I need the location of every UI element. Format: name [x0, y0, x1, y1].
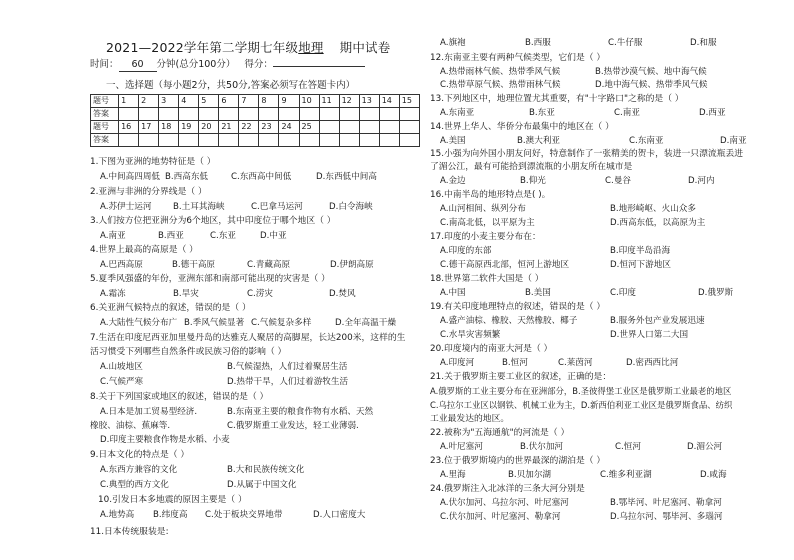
option: B.服务外包产业发展迅速 — [610, 316, 705, 326]
options-3 — [100, 231, 287, 242]
option: C.东南亚 — [629, 136, 664, 146]
option: D.乌拉尔河、鄂毕河、多瑙河 — [610, 512, 723, 522]
question-18: 18.世界第二软件大国是（ ） — [430, 274, 544, 284]
options-19a — [440, 316, 705, 327]
options-9b — [100, 480, 297, 491]
option: C.气候复杂多样 — [251, 318, 312, 328]
empty-cell — [379, 134, 399, 147]
option: D.恒河下游地区 — [610, 260, 671, 270]
options-5 — [100, 289, 356, 300]
option: B.气候湿热，人们过着聚居生活 — [227, 362, 348, 372]
question-6: 6.关亚洲气候特点的叙述，错误的是（ ） — [90, 303, 251, 313]
option: C.典型的西方文化 — [100, 480, 169, 490]
q-num: 11 — [319, 95, 339, 108]
option: C.印度 — [610, 288, 636, 298]
option: D.南亚 — [720, 136, 747, 146]
option: B.鄂毕河、叶尼塞河、勒拿河 — [610, 498, 722, 508]
option: D.湄公河 — [687, 442, 723, 452]
row-label: 题号 — [91, 121, 119, 134]
question-7: 7.生活在印度尼西亚加里曼丹岛的达雅克人聚居的高脚屋，长达200米，这样的生 — [90, 333, 406, 343]
answer-row-a1 — [91, 108, 420, 121]
q-num: 16 — [119, 121, 139, 134]
option: D.焚风 — [329, 289, 356, 299]
option: D.密西西比河 — [626, 358, 679, 368]
answer-cell[interactable] — [239, 108, 259, 121]
option: A.旗袍 — [440, 38, 466, 48]
option: A.热带雨林气候、热带季风气候 — [440, 67, 561, 77]
q-num: 17 — [139, 121, 159, 134]
options-4 — [100, 260, 374, 271]
option: A.印度河 — [440, 358, 475, 368]
option: B.纬度高 — [153, 510, 188, 520]
answer-cell[interactable] — [139, 134, 159, 147]
q-num: 19 — [179, 121, 199, 134]
q-num: 20 — [199, 121, 219, 134]
option: D.西高东低，以高原为主 — [610, 218, 706, 228]
option: B.热带沙漠气候、地中海气候 — [595, 67, 707, 77]
q-num: 15 — [399, 95, 419, 108]
title-prefix: 2021—2022学年第二学期七年级 — [106, 40, 299, 55]
answer-cell[interactable] — [239, 134, 259, 147]
option: A.金边 — [440, 176, 466, 186]
answer-cell[interactable] — [219, 134, 239, 147]
time-value: 60 — [119, 59, 157, 72]
question-4: 4.世界上最高的高原是（ ） — [90, 245, 198, 255]
question-15: 15.小强为向外国小朋友问好，特意制作了一张精美的贺卡，装进一只漂流瓶丢进 — [430, 149, 744, 159]
q-num: 13 — [359, 95, 379, 108]
options-7b — [100, 377, 348, 388]
section-title: 一、选择题（每小题2分，共50分,答案必须写在答题卡内） — [106, 80, 356, 91]
question-24: 24.俄罗斯注入北冰洋的三条大河分别是 — [430, 484, 585, 494]
option: B.大和民族传统文化 — [227, 465, 305, 475]
options-19b — [440, 330, 688, 341]
question-12: 12.东南亚主要有两种气候类型，它们是（ ） — [430, 53, 606, 63]
question-15-cont: 了湄公江，最有可能拾到漂流瓶的小朋友所在城市是 — [430, 162, 633, 172]
options-10 — [100, 510, 365, 521]
answer-cell[interactable] — [159, 108, 179, 121]
question-16: 16.中南半岛的地形特点是( )。 — [430, 190, 551, 200]
answer-table — [90, 94, 420, 147]
row-label: 答案 — [91, 134, 119, 147]
option: C.牛仔服 — [608, 38, 643, 48]
q-num: 1 — [119, 95, 139, 108]
question-13: 13.下列地区中，地理位置尤其重要，有"十字路口"之称的是（ ） — [430, 94, 684, 104]
empty-cell — [339, 121, 359, 134]
option: A.山坡地区 — [100, 362, 143, 372]
empty-cell — [319, 121, 339, 134]
option: C.德干高原西北部，恒河上游地区 — [440, 260, 570, 270]
option-cont: 橡胶、油棕、蕉麻等. — [90, 421, 171, 431]
option: A.大陆性气候分布广 — [100, 318, 178, 328]
option: B.土耳其海峡 — [173, 202, 225, 212]
empty-cell — [359, 134, 379, 147]
option: D.西亚 — [699, 108, 726, 118]
empty-cell — [319, 134, 339, 147]
option: C.涝灾 — [247, 289, 273, 299]
answer-row-a2 — [91, 134, 420, 147]
option: C.曼谷 — [605, 176, 631, 186]
option: C.南亚 — [614, 108, 640, 118]
option: D.河内 — [688, 176, 715, 186]
option: D.东西低中间高 — [316, 172, 377, 182]
q-num: 10 — [299, 95, 319, 108]
q-num: 22 — [239, 121, 259, 134]
options-14 — [440, 136, 747, 147]
option: C.热带草原气候、热带雨林气候 — [440, 80, 561, 90]
question-5: 5.夏季风强盛的年份，亚洲东部和南部可能出现的灾害是（ ） — [90, 274, 330, 284]
q-num: 3 — [159, 95, 179, 108]
question-23: 23.位于俄罗斯境内的世界最深的湖泊是（ ） — [430, 456, 606, 466]
answer-row-q1 — [91, 95, 420, 108]
question-14: 14.世界上华人、华侨分布最集中的地区在（ ） — [430, 122, 614, 132]
options-12b — [440, 80, 707, 91]
option: D.伊朗高原 — [330, 260, 374, 270]
option: A.巴西高原 — [100, 260, 143, 270]
title-subject: 地理 — [298, 40, 324, 55]
answer-cell[interactable] — [259, 108, 279, 121]
option: B.澳大利亚 — [517, 136, 561, 146]
question-19: 19.有关印度地理特点的叙述，错误的是（ ） — [430, 302, 606, 312]
option: B.贝加尔湖 — [508, 470, 552, 480]
exam-meta — [90, 59, 365, 72]
time-label: 时间： — [90, 59, 119, 70]
answer-cell[interactable] — [179, 134, 199, 147]
answer-cell[interactable] — [119, 134, 139, 147]
option: C.处于板块交界地带 — [205, 510, 283, 520]
q-num: 9 — [279, 95, 299, 108]
options-9a — [100, 465, 304, 476]
q-num: 18 — [159, 121, 179, 134]
option: C.莱茵河 — [558, 358, 593, 368]
q-num: 23 — [259, 121, 279, 134]
options-18 — [440, 288, 733, 299]
option: B.季风气候显著 — [184, 318, 245, 328]
option: B.西高东低 — [165, 172, 209, 182]
option: C.青藏高原 — [247, 260, 291, 270]
option: A.伏尔加河、乌拉尔河、叶尼塞河 — [440, 498, 569, 508]
q-num: 8 — [259, 95, 279, 108]
option: A.山河相间、纵列分布 — [440, 204, 526, 214]
question-21-cont: 工业最发达的地区。 — [430, 414, 510, 424]
question-9: 9.日本文化的特点是（ ） — [90, 450, 190, 460]
option: B.美国 — [525, 288, 551, 298]
answer-cell[interactable] — [219, 108, 239, 121]
option: A.地势高 — [100, 510, 135, 520]
answer-cell[interactable] — [299, 108, 319, 121]
options-17b — [440, 260, 671, 271]
question-17: 17.印度的小麦主要分布在： — [430, 232, 541, 242]
options-8a — [100, 407, 373, 418]
exam-title — [106, 40, 406, 56]
options-6 — [100, 318, 396, 329]
options-7a — [100, 362, 347, 373]
option: D.和服 — [690, 38, 717, 48]
answer-cell[interactable] — [299, 134, 319, 147]
answer-cell[interactable] — [159, 134, 179, 147]
option: A.中间高四周低 — [100, 172, 161, 182]
option: C.气候严寒 — [100, 377, 144, 387]
options-24a — [440, 498, 722, 509]
answer-cell[interactable] — [359, 108, 379, 121]
options-17a — [440, 246, 670, 257]
q-num: 7 — [239, 95, 259, 108]
answer-cell[interactable] — [259, 134, 279, 147]
question-7-cont: 活习惯受下列哪些自然条件或民族习俗的影响（ ） — [90, 347, 287, 357]
question-3: 3.人们按方位把亚洲分为6个地区，其中印度位于哪个地区（ ） — [90, 216, 336, 226]
score-label: 得分： — [244, 59, 273, 70]
options-24b — [440, 512, 722, 523]
option: B.旱灾 — [173, 289, 199, 299]
options-15 — [440, 176, 715, 187]
option: D.人口密度大 — [313, 510, 366, 520]
option: B.仰光 — [520, 176, 546, 186]
option: A.里海 — [440, 470, 466, 480]
q-num: 12 — [339, 95, 359, 108]
option: B.西服 — [525, 38, 551, 48]
option: B.德干高原 — [172, 260, 216, 270]
option: A.盛产油棕、橡胶、天然橡胶、椰子 — [440, 316, 578, 326]
answer-cell[interactable] — [199, 108, 219, 121]
answer-cell[interactable] — [199, 134, 219, 147]
q-num: 21 — [219, 121, 239, 134]
option: A.叶尼塞河 — [440, 442, 483, 452]
row-label: 题号 — [91, 95, 119, 108]
option: C.南高北低，以平原为主 — [440, 218, 535, 228]
answer-cell[interactable] — [279, 134, 299, 147]
q-num: 14 — [379, 95, 399, 108]
answer-row-q2 — [91, 121, 420, 134]
option: B.印度半岛沿海 — [610, 246, 671, 256]
empty-cell — [379, 121, 399, 134]
option: D.俄罗斯 — [698, 288, 734, 298]
question-10: 10.引发日本多地震的原因主要是（ ） — [98, 495, 247, 505]
option: A.美国 — [440, 136, 466, 146]
option: C.恒河 — [615, 442, 641, 452]
question-21: 21.关于俄罗斯主要工业区的叙述，正确的是： — [430, 372, 612, 382]
question-11: 11.日本传统服装是: — [90, 527, 169, 537]
options-1 — [100, 172, 377, 183]
option: A.日本是加工贸易型经济. — [100, 407, 198, 417]
answer-cell[interactable] — [139, 108, 159, 121]
answer-cell[interactable] — [379, 108, 399, 121]
option: D.地中海气候、热带季风气候 — [595, 80, 708, 90]
answer-cell[interactable] — [279, 108, 299, 121]
answer-cell[interactable] — [319, 108, 339, 121]
option: D.热带干旱，人们过着游牧生活 — [227, 377, 349, 387]
q-num: 6 — [219, 95, 239, 108]
option: B.西亚 — [158, 231, 184, 241]
question-2: 2.亚洲与非洲的分界线是（ ） — [90, 187, 207, 197]
option: C.俄罗斯重工业发达，轻工业薄弱. — [227, 421, 359, 431]
time-unit: 分钟(总分100分） — [156, 59, 236, 70]
option: B.东南亚主要的粮食作物有水稻、天然 — [227, 407, 374, 417]
option: D.中亚 — [260, 231, 287, 241]
answer-cell[interactable] — [339, 108, 359, 121]
empty-cell — [399, 134, 419, 147]
option: D.世界人口第二大国 — [610, 330, 689, 340]
options-8b — [90, 421, 359, 432]
option: A.苏伊士运河 — [100, 202, 152, 212]
empty-cell — [339, 134, 359, 147]
option: B.恒河 — [502, 358, 528, 368]
title-suffix: 期中试卷 — [339, 40, 391, 55]
option: C.伏尔加河、叶尼塞河、勒拿河 — [440, 512, 561, 522]
options-16a — [440, 204, 696, 215]
option: A.中国 — [440, 288, 466, 298]
option: A.印度的东部 — [440, 246, 492, 256]
options-13 — [440, 108, 726, 119]
options-20 — [440, 358, 678, 369]
score-blank[interactable] — [273, 66, 365, 67]
question-20: 20.印度境内的南亚大河是（ ） — [430, 344, 553, 354]
option: D.白令海峡 — [329, 202, 373, 212]
option: C.水旱灾害频繁 — [440, 330, 501, 340]
option: D.全年高温干燥 — [335, 318, 396, 328]
q-num: 4 — [179, 95, 199, 108]
option: C.维多利亚湖 — [600, 470, 652, 480]
empty-cell — [399, 121, 419, 134]
option: A.南亚 — [100, 231, 126, 241]
option: A.霜冻 — [100, 289, 126, 299]
option: D.从属于中国文化 — [227, 480, 297, 490]
options-12a — [440, 67, 707, 78]
options-2 — [100, 202, 373, 213]
option: D.咸海 — [700, 470, 727, 480]
question-8: 8.关于下列国家或地区的叙述，错误的是（ ） — [90, 392, 269, 402]
answer-cell[interactable] — [179, 108, 199, 121]
options-22 — [440, 442, 722, 453]
option: A.东西方兼容的文化 — [100, 465, 178, 475]
option: A.东南亚 — [440, 108, 475, 118]
option: C.巴拿马运河 — [251, 202, 303, 212]
q-num: 2 — [139, 95, 159, 108]
question-22: 22.被称为"五海通航"的河流是（ ） — [430, 428, 570, 438]
answer-cell[interactable] — [119, 108, 139, 121]
q-num: 5 — [199, 95, 219, 108]
answer-cell[interactable] — [399, 108, 419, 121]
options-11 — [440, 38, 717, 49]
question-21-cd: C.乌拉尔工业区以钢铁、机械工业为主，D.新西伯利亚工业区是俄罗斯食品、纺织 — [430, 400, 733, 410]
option: B.伏尔加河 — [520, 442, 564, 452]
option: C.东西高中间低 — [231, 172, 292, 182]
q-num: 25 — [299, 121, 319, 134]
options-8c: D.印度主要粮食作物是水稻、小麦 — [100, 435, 230, 445]
option: B.地形崎岖、火山众多 — [610, 204, 696, 214]
q-num: 24 — [279, 121, 299, 134]
option: C.东亚 — [210, 231, 236, 241]
option: B.东亚 — [529, 108, 555, 118]
empty-cell — [359, 121, 379, 134]
row-label: 答案 — [91, 108, 119, 121]
options-23 — [440, 470, 727, 481]
question-21-ab: A.俄罗斯的工业主要分布在亚洲部分，B.圣彼得堡工业区是俄罗斯工业最老的地区 — [430, 386, 732, 396]
options-16b — [440, 218, 705, 229]
question-1: 1.下图为亚洲的地势特征是（ ） — [90, 157, 216, 167]
